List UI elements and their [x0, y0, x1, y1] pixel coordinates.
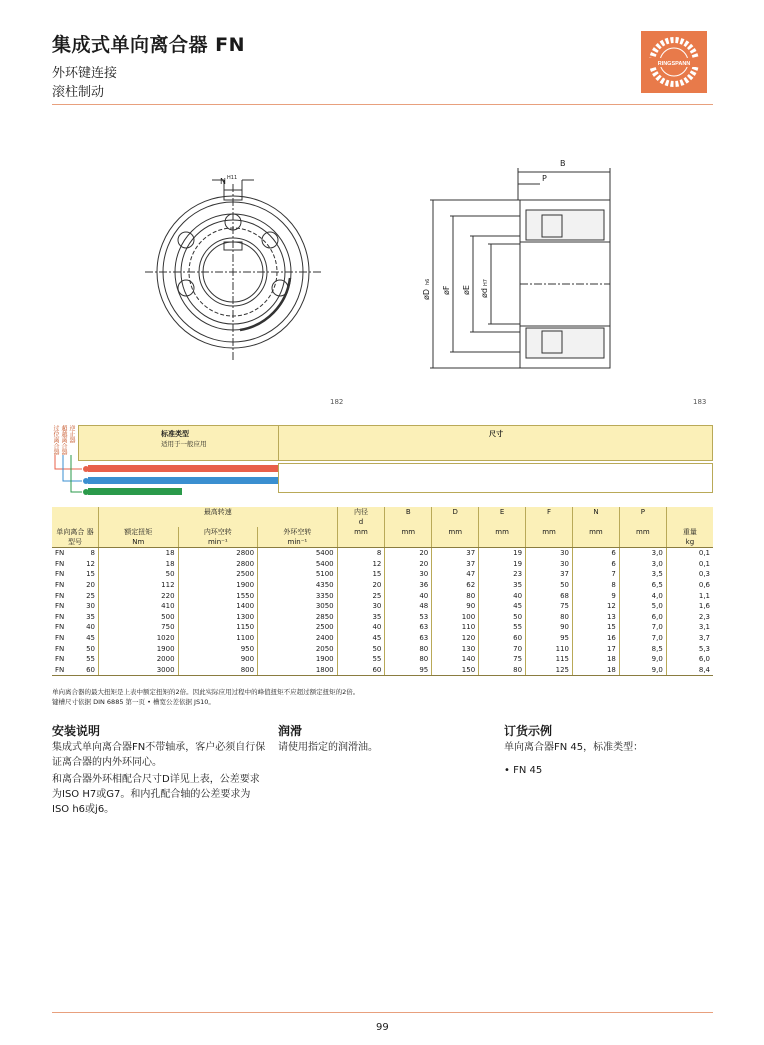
cell-n: 15 — [572, 622, 619, 633]
th-rated-torque: 额定扭矩 Nm — [99, 527, 179, 548]
label-d-outer-sup: h6 — [425, 278, 431, 285]
cell-f: 125 — [526, 665, 573, 676]
cell-outer-speed: 3050 — [258, 601, 338, 612]
ringspann-logo — [641, 31, 707, 93]
install-title: 安装说明 — [52, 724, 101, 738]
table-row — [52, 633, 713, 644]
type-header — [52, 425, 713, 495]
type-bar-green — [88, 488, 182, 495]
cell-weight: 2,3 — [666, 612, 713, 623]
cell-weight: 1,1 — [666, 590, 713, 601]
order-title: 订货示例 — [504, 724, 553, 738]
cell-n: 9 — [572, 590, 619, 601]
order-item: • FN 45 — [504, 765, 543, 776]
cell-weight: 0,6 — [666, 580, 713, 591]
cell-rated-torque: 50 — [99, 569, 179, 580]
cell-bore: 12 — [337, 559, 385, 570]
standard-type-desc: 适用于一般应用 — [161, 440, 207, 448]
cell-b: 63 — [385, 633, 432, 644]
vertical-label-indexing: 过位离合器 — [52, 425, 59, 455]
table-row — [52, 643, 713, 654]
type-connector-lines — [52, 425, 282, 495]
logo-text: RINGSPANN — [657, 61, 691, 67]
cell-weight: 8,4 — [666, 665, 713, 676]
cell-model: FN 60 — [52, 665, 99, 676]
cell-outer-speed: 5400 — [258, 548, 338, 559]
cell-model: FN 8 — [55, 549, 95, 558]
th-n: N — [572, 507, 619, 527]
cell-f: 30 — [526, 559, 573, 570]
cell-p: 9,0 — [619, 654, 666, 665]
cell-e: 19 — [479, 548, 526, 559]
logo-mark-icon — [641, 31, 707, 93]
cell-b: 40 — [385, 590, 432, 601]
table-row — [52, 569, 713, 580]
cell-n: 18 — [572, 665, 619, 676]
th-unit-f: mm — [526, 527, 573, 548]
cell-n: 6 — [572, 559, 619, 570]
cell-d: 140 — [432, 654, 479, 665]
cell-inner-speed: 1300 — [178, 612, 258, 623]
cell-model: FN 15 — [55, 570, 95, 579]
type-bar-blue — [88, 477, 278, 484]
standard-type-title: 标准类型 — [161, 430, 189, 438]
table-row — [52, 559, 713, 570]
cell-outer-speed: 3350 — [258, 590, 338, 601]
cell-e: 40 — [479, 590, 526, 601]
cell-model: FN 20 — [55, 581, 95, 590]
cell-weight: 3,1 — [666, 622, 713, 633]
cell-model: FN 12 — [55, 559, 95, 568]
cell-f: 115 — [526, 654, 573, 665]
cell-weight: 0,3 — [666, 569, 713, 580]
th-inner-speed: 内环空转 min⁻¹ — [178, 527, 258, 548]
cell-f: 30 — [526, 548, 573, 559]
cell-f: 95 — [526, 633, 573, 644]
cell-b: 80 — [385, 643, 432, 654]
cell-inner-speed: 950 — [178, 643, 258, 654]
th-unit-dd: mm — [432, 527, 479, 548]
cell-b: 53 — [385, 612, 432, 623]
figure-number-left: 182 — [330, 398, 344, 406]
cell-n: 7 — [572, 569, 619, 580]
cell-e: 19 — [479, 559, 526, 570]
label-d-outer: øD — [422, 288, 431, 300]
cell-e: 60 — [479, 633, 526, 644]
cell-d: 37 — [432, 548, 479, 559]
th-b: B — [385, 507, 432, 527]
cell-model: FN 55 — [55, 655, 95, 664]
th-max-speed: 最高转速 — [99, 507, 338, 527]
cell-rated-torque: 18 — [99, 559, 179, 570]
cell-inner-speed: 2500 — [178, 569, 258, 580]
cell-rated-torque: 112 — [99, 580, 179, 591]
th-bore: 内径 d — [337, 507, 385, 527]
cell-n: 17 — [572, 643, 619, 654]
cell-rated-torque: 3000 — [99, 665, 179, 676]
table-row — [52, 612, 713, 623]
cell-d: 47 — [432, 569, 479, 580]
cell-d: 37 — [432, 559, 479, 570]
cell-d: 120 — [432, 633, 479, 644]
cell-bore: 50 — [337, 643, 385, 654]
cell-e: 70 — [479, 643, 526, 654]
table-header-row-1 — [52, 507, 713, 527]
cell-inner-speed: 1150 — [178, 622, 258, 633]
cell-b: 20 — [385, 548, 432, 559]
cell-rated-torque: 500 — [99, 612, 179, 623]
install-paragraph-1: 集成式单向离合器FN不带轴承，客户必须自行保证离合器的内外环同心。 — [52, 742, 266, 768]
cell-f: 50 — [526, 580, 573, 591]
cell-p: 5,0 — [619, 601, 666, 612]
cell-n: 6 — [572, 548, 619, 559]
cell-n: 8 — [572, 580, 619, 591]
table-row — [52, 654, 713, 665]
cell-e: 45 — [479, 601, 526, 612]
install-paragraph-2: 和离合器外环相配合尺寸D详见上表，公差要求为ISO H7或G7。和内孔配合轴的公差要求为ISO h6或j6。 — [52, 774, 260, 815]
cell-p: 3,0 — [619, 559, 666, 570]
cell-rated-torque: 750 — [99, 622, 179, 633]
label-p: P — [542, 174, 547, 183]
cell-inner-speed: 2800 — [178, 548, 258, 559]
cell-model: FN 45 — [55, 634, 95, 643]
cell-inner-speed: 1550 — [178, 590, 258, 601]
cell-n: 16 — [572, 633, 619, 644]
cell-weight: 3,7 — [666, 633, 713, 644]
cell-inner-speed: 1900 — [178, 580, 258, 591]
cell-model: FN 50 — [55, 644, 95, 653]
th-weight: 重量 kg — [666, 527, 713, 548]
label-b: B — [560, 159, 566, 168]
cell-p: 6,0 — [619, 612, 666, 623]
label-d-inner: ød — [480, 288, 489, 298]
cell-rated-torque: 18 — [99, 548, 179, 559]
cell-model: FN 40 — [55, 623, 95, 632]
dimensions-header — [278, 425, 713, 461]
cell-e: 55 — [479, 622, 526, 633]
cell-inner-speed: 2800 — [178, 559, 258, 570]
cell-bore: 45 — [337, 633, 385, 644]
cell-d: 62 — [432, 580, 479, 591]
front-view-drawing — [140, 160, 380, 380]
cell-d: 100 — [432, 612, 479, 623]
cell-model: FN 30 — [55, 602, 95, 611]
table-row — [52, 665, 713, 676]
cell-e: 75 — [479, 654, 526, 665]
th-weight-spacer — [666, 507, 713, 527]
th-unit-n: mm — [572, 527, 619, 548]
vertical-label-overrunning: 超越离合器 — [60, 425, 67, 455]
cell-p: 9,0 — [619, 665, 666, 676]
cell-f: 37 — [526, 569, 573, 580]
cell-f: 90 — [526, 622, 573, 633]
cell-e: 50 — [479, 612, 526, 623]
th-outer-speed: 外环空转 min⁻¹ — [258, 527, 338, 548]
cell-inner-speed: 1400 — [178, 601, 258, 612]
cell-bore: 20 — [337, 580, 385, 591]
table-footnote-torque: 单向离合器的最大扭矩是上表中额定扭矩的2倍。因此实际应用过程中的峰值扭矩不应超过额定扭矩的2倍。 — [52, 688, 360, 696]
cell-f: 80 — [526, 612, 573, 623]
th-unit-e: mm — [479, 527, 526, 548]
subtitle-roller-brake: 滚柱制动 — [52, 85, 105, 100]
label-n-sup: H11 — [227, 175, 238, 181]
cell-d: 130 — [432, 643, 479, 654]
cell-e: 35 — [479, 580, 526, 591]
cell-outer-speed: 2400 — [258, 633, 338, 644]
cell-inner-speed: 800 — [178, 665, 258, 676]
cell-d: 110 — [432, 622, 479, 633]
cell-rated-torque: 2000 — [99, 654, 179, 665]
cell-b: 80 — [385, 654, 432, 665]
order-paragraph: 单向离合器FN 45，标准类型： — [504, 742, 644, 753]
lube-paragraph: 请使用指定的润滑油。 — [278, 742, 378, 753]
cell-inner-speed: 1100 — [178, 633, 258, 644]
cell-b: 95 — [385, 665, 432, 676]
label-e: øE — [462, 285, 471, 295]
th-f: F — [526, 507, 573, 527]
cell-weight: 5,3 — [666, 643, 713, 654]
cell-inner-speed: 900 — [178, 654, 258, 665]
cell-bore: 60 — [337, 665, 385, 676]
table-row — [52, 590, 713, 601]
cell-d: 90 — [432, 601, 479, 612]
dimensions-table — [52, 507, 713, 676]
cell-d: 80 — [432, 590, 479, 601]
th-model-spacer — [52, 507, 99, 527]
label-n: N — [220, 177, 226, 186]
figure-number-right: 183 — [693, 398, 707, 406]
bottom-divider — [52, 1012, 713, 1013]
table-header-row-2 — [52, 527, 713, 548]
cell-n: 12 — [572, 601, 619, 612]
cell-p: 4,0 — [619, 590, 666, 601]
th-unit-d: mm — [337, 527, 385, 548]
cell-model: FN 35 — [55, 612, 95, 621]
cell-weight: 0,1 — [666, 559, 713, 570]
cell-rated-torque: 1900 — [99, 643, 179, 654]
cell-n: 13 — [572, 612, 619, 623]
cell-n: 18 — [572, 654, 619, 665]
table-row — [52, 580, 713, 591]
table-row — [52, 548, 713, 559]
table-row — [52, 622, 713, 633]
cell-outer-speed: 1800 — [258, 665, 338, 676]
cell-f: 110 — [526, 643, 573, 654]
cell-p: 7,0 — [619, 633, 666, 644]
cell-weight: 1,6 — [666, 601, 713, 612]
th-d: D — [432, 507, 479, 527]
cell-outer-speed: 2500 — [258, 622, 338, 633]
cell-rated-torque: 410 — [99, 601, 179, 612]
cell-d: 150 — [432, 665, 479, 676]
cell-outer-speed: 1900 — [258, 654, 338, 665]
cell-b: 63 — [385, 622, 432, 633]
dimensions-title: 尺寸 — [489, 430, 503, 438]
cell-bore: 8 — [337, 548, 385, 559]
cell-bore: 40 — [337, 622, 385, 633]
cell-b: 36 — [385, 580, 432, 591]
cell-outer-speed: 2850 — [258, 612, 338, 623]
label-f: øF — [442, 285, 451, 295]
subtitle-key-connection: 外环键连接 — [52, 66, 118, 81]
th-unit-b: mm — [385, 527, 432, 548]
table-row — [52, 601, 713, 612]
cell-outer-speed: 2050 — [258, 643, 338, 654]
th-e: E — [479, 507, 526, 527]
cell-p: 8,5 — [619, 643, 666, 654]
table-footnote-keyway: 键槽尺寸依据 DIN 6885 第一页 • 槽宽公差依据 JS10。 — [52, 698, 215, 706]
cell-bore: 55 — [337, 654, 385, 665]
cell-f: 75 — [526, 601, 573, 612]
section-view-drawing — [400, 150, 630, 380]
th-model: 单向离合 器型号 — [52, 527, 99, 548]
cell-outer-speed: 5100 — [258, 569, 338, 580]
cell-bore: 25 — [337, 590, 385, 601]
top-divider — [52, 104, 713, 105]
cell-outer-speed: 4350 — [258, 580, 338, 591]
cell-weight: 0,1 — [666, 548, 713, 559]
table-body — [52, 548, 713, 676]
cell-b: 48 — [385, 601, 432, 612]
cell-rated-torque: 220 — [99, 590, 179, 601]
cell-weight: 6,0 — [666, 654, 713, 665]
cell-outer-speed: 5400 — [258, 559, 338, 570]
label-d-inner-sup: H7 — [483, 279, 489, 286]
page-number: 99 — [376, 1022, 389, 1033]
cell-f: 68 — [526, 590, 573, 601]
cell-p: 7,0 — [619, 622, 666, 633]
th-p: P — [619, 507, 666, 527]
cell-e: 80 — [479, 665, 526, 676]
cell-b: 30 — [385, 569, 432, 580]
dimensions-sub-row — [278, 463, 713, 493]
th-unit-p: mm — [619, 527, 666, 548]
cell-bore: 30 — [337, 601, 385, 612]
type-bar-red — [88, 465, 278, 472]
vertical-label-backstop: 逆止器 — [68, 425, 75, 443]
cell-model: FN 25 — [55, 591, 95, 600]
page-title: 集成式单向离合器 FN — [52, 34, 245, 56]
cell-e: 23 — [479, 569, 526, 580]
cell-b: 20 — [385, 559, 432, 570]
lube-title: 润滑 — [278, 724, 303, 738]
cell-p: 3,0 — [619, 548, 666, 559]
cell-rated-torque: 1020 — [99, 633, 179, 644]
cell-bore: 15 — [337, 569, 385, 580]
cell-p: 3,5 — [619, 569, 666, 580]
cell-bore: 35 — [337, 612, 385, 623]
cell-p: 6,5 — [619, 580, 666, 591]
